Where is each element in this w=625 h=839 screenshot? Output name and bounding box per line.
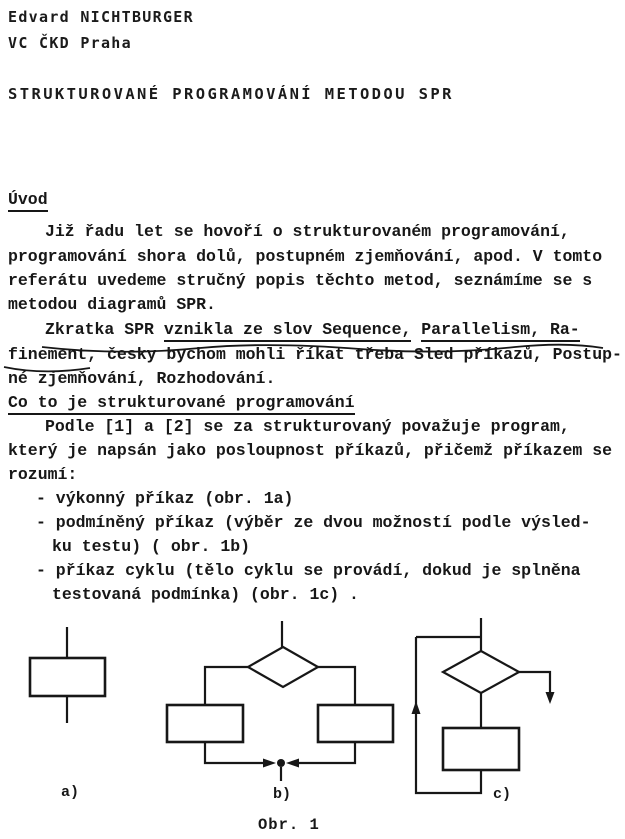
flow-b-left-branch	[205, 667, 248, 705]
list-item3-line1: - příkaz cyklu (tělo cyklu se provádí, dokud je splněna	[36, 561, 581, 580]
paragraph2-line1-underlined2: Parallelism, Ra-	[421, 320, 579, 342]
paragraph3-line1: Podle [1] a [2] se za strukturovaný považuje program,	[45, 417, 570, 436]
flow-a-process-box	[30, 658, 105, 696]
heading-uvod-text: Úvod	[8, 190, 48, 212]
heading-what-is-text: Co to je strukturované programování	[8, 393, 355, 415]
document-title: STRUKTUROVANÉ PROGRAMOVÁNÍ METODOU SPR	[8, 85, 454, 103]
flow-b-right-branch	[318, 667, 355, 705]
flowchart-b	[167, 621, 393, 781]
flow-c-exit-line	[519, 672, 550, 696]
paragraph1-line1: Již řadu let se hovoří o strukturovaném programování,	[45, 222, 570, 241]
list-item2-line1: - podmíněný příkaz (výběr ze dvou možností podle výsled-	[36, 513, 591, 532]
figure-label-c: c)	[493, 786, 512, 803]
paragraph2-line2-rest: česky bychom mohli říkat třeba Sled příkazů, Postup-	[97, 345, 622, 364]
paragraph2-line1-plain: Zkratka SPR	[45, 320, 164, 339]
flow-b-right-merge-line	[296, 742, 355, 763]
flowchart-a	[30, 627, 105, 723]
paragraph2-line1	[45, 320, 580, 340]
paragraph2-line3: né zjemňování, Rozhodování.	[8, 369, 276, 388]
paragraph1-line3: referátu uvedeme stručný popis těchto metod, seznámíme se s	[8, 271, 593, 290]
paragraph1-line2: programování shora dolů, postupném zjemňování, apod. V tomto	[8, 247, 603, 266]
flow-b-right-process-box	[318, 705, 393, 742]
paragraph2-line2	[8, 345, 622, 365]
flowchart-c	[412, 618, 555, 793]
flow-c-exit-arrow	[546, 692, 555, 704]
paragraph2-line1-sep	[411, 320, 421, 339]
flow-c-loop-back	[416, 637, 481, 793]
flow-b-left-merge-line	[205, 742, 266, 763]
list-item1: - výkonný příkaz (obr. 1a)	[36, 489, 294, 508]
flow-c-process-box	[443, 728, 519, 770]
flow-b-merge-dot	[277, 759, 285, 767]
affiliation-line: VC ČKD Praha	[8, 34, 132, 52]
list-item2-line2: ku testu) ( obr. 1b)	[52, 537, 251, 556]
paragraph1-line4: metodou diagramů SPR.	[8, 295, 216, 314]
paragraph2-line2-underlined: finement,	[8, 345, 98, 364]
list-item3-line2: testovaná podmínka) (obr. 1c) .	[52, 585, 359, 604]
figure-label-b: b)	[273, 786, 292, 803]
heading-uvod	[8, 190, 48, 210]
flow-b-merge-arrow-right	[286, 759, 299, 768]
paragraph3-line3: rozumí:	[8, 465, 78, 484]
flow-b-merge-arrow-left	[263, 759, 276, 768]
flow-c-loop-arrow	[412, 701, 421, 714]
flow-b-decision-diamond	[248, 647, 318, 687]
flow-c-decision-diamond	[443, 651, 519, 693]
heading-what-is	[8, 393, 355, 413]
paragraph3-line2: který je napsán jako posloupnost příkazů, přičemž příkazem se	[8, 441, 612, 460]
paragraph2-line1-underlined1: vznikla ze slov Sequence,	[164, 320, 412, 342]
figure-caption: Obr. 1	[258, 816, 320, 834]
flow-b-left-process-box	[167, 705, 243, 742]
author-line: Edvard NICHTBURGER	[8, 8, 194, 26]
figure-label-a: a)	[61, 784, 80, 801]
